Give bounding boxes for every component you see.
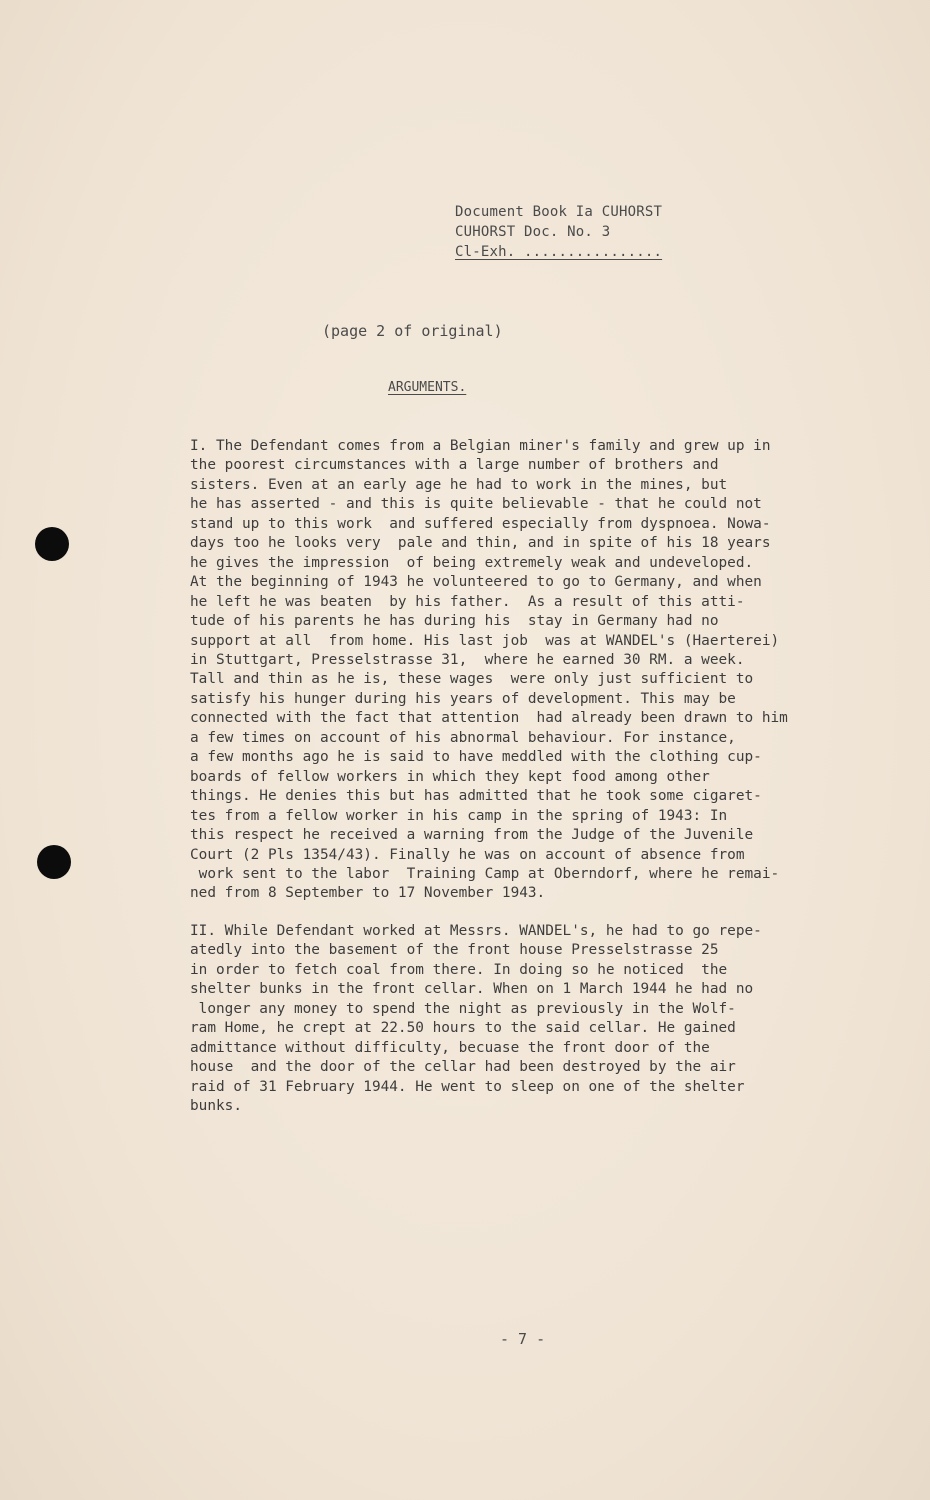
text-line: a few months ago he is said to have meddled with the clothing cup-	[190, 749, 762, 766]
text-line: admittance without difficulty, becuase the front door of the	[190, 1039, 710, 1056]
punch-hole	[35, 527, 69, 561]
text-line: At the beginning of 1943 he volunteered to go to Germany, and when	[190, 574, 762, 591]
text-line: I. The Defendant comes from a Belgian miner's family and grew up in	[190, 438, 771, 454]
text-line: he gives the impression of being extremely weak and undeveloped.	[190, 554, 754, 571]
page-number: - 7 -	[500, 1330, 546, 1348]
text-line: things. He denies this but has admitted that he took some cigaret-	[190, 788, 762, 805]
text-line: work sent to the labor Training Camp at Oberndorf, where he remai-	[190, 865, 780, 882]
text-line: a few times on account of his abnormal behaviour. For instance,	[190, 729, 736, 746]
text-line: this respect he received a warning from the Judge of the Juvenile	[190, 827, 754, 844]
section-title: ARGUMENTS.	[388, 380, 467, 395]
text-line: the poorest circumstances with a large number of brothers and	[190, 457, 719, 474]
text-line: in order to fetch coal from there. In doing so he noticed the	[190, 961, 728, 978]
page-note: (page 2 of original)	[322, 322, 503, 340]
text-line: atedly into the basement of the front house Presselstrasse 25	[190, 942, 719, 959]
document-book-line: Document Book Ia CUHORST	[455, 204, 663, 220]
text-line: stand up to this work and suffered especially from dyspnoea. Nowa-	[190, 515, 771, 532]
document-number-line: CUHORST Doc. No. 3	[455, 224, 611, 240]
text-line: support at all from home. His last job was at WANDEL's (Haerterei)	[190, 632, 780, 649]
text-line: ned from 8 September to 17 November 1943.	[190, 885, 546, 902]
paragraph-2	[190, 922, 870, 1117]
text-line: tes from a fellow worker in his camp in the spring of 1943: In	[190, 807, 728, 824]
text-line: house and the door of the cellar had been destroyed by the air	[190, 1059, 736, 1076]
text-line: bunks.	[190, 1098, 242, 1115]
text-line: sisters. Even at an early age he had to work in the mines, but	[190, 476, 728, 493]
text-line: Court (2 Pls 1354/43). Finally he was on account of absence from	[190, 846, 745, 863]
punch-hole	[37, 845, 71, 879]
text-line: boards of fellow workers in which they kept food among other	[190, 768, 710, 785]
text-line: in Stuttgart, Presselstrasse 31, where he earned 30 RM. a week.	[190, 651, 745, 668]
text-line: satisfy his hunger during his years of development. This may be	[190, 690, 736, 707]
exhibit-line: Cl-Exh. ................	[455, 244, 663, 260]
text-line: he left he was beaten by his father. As a result of this atti-	[190, 593, 745, 610]
text-line: shelter bunks in the front cellar. When on 1 March 1944 he had no	[190, 981, 754, 998]
text-line: longer any money to spend the night as previously in the Wolf-	[190, 1000, 736, 1017]
paragraph-1	[190, 437, 870, 904]
text-line: ram Home, he crept at 22.50 hours to the said cellar. He gained	[190, 1020, 736, 1037]
text-line: tude of his parents he has during his stay in Germany had no	[190, 613, 719, 630]
text-line: connected with the fact that attention had already been drawn to him	[190, 710, 788, 727]
text-line: raid of 31 February 1944. He went to sleep on one of the shelter	[190, 1078, 745, 1095]
text-line: days too he looks very pale and thin, and in spite of his 18 years	[190, 535, 771, 552]
text-line: he has asserted - and this is quite believable - that he could not	[190, 496, 762, 513]
document-header	[455, 202, 662, 262]
text-line: Tall and thin as he is, these wages were only just sufficient to	[190, 671, 754, 688]
text-line: II. While Defendant worked at Messrs. WANDEL's, he had to go repe-	[190, 923, 762, 939]
